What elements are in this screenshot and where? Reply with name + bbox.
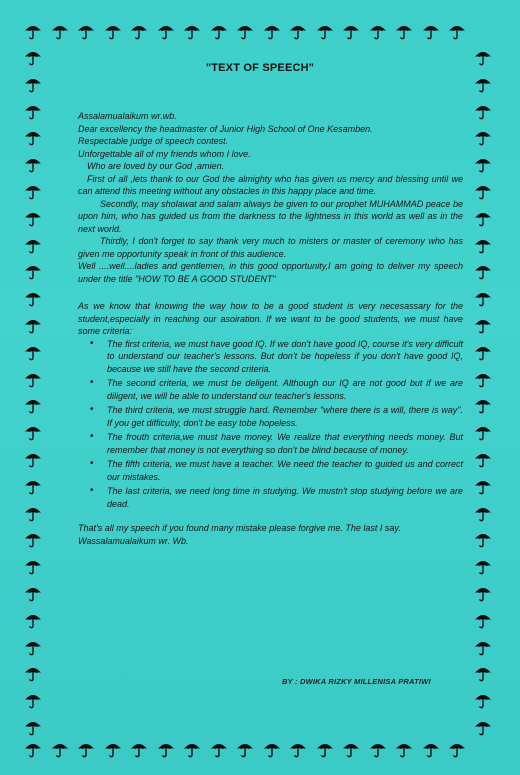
umbrella-icon (24, 584, 42, 602)
umbrella-icon (24, 396, 42, 414)
criteria-text: The first criteria, we must have good IQ. If we don't have good IQ, course it's very difficult to understand our teacher's lessons. But don't be hopeless if you don't have good IQ, because we still have the second criteria. (107, 338, 463, 374)
bullet-icon: • (90, 458, 94, 469)
list-item (90, 337, 463, 376)
umbrella-icon (24, 718, 42, 736)
umbrella-icon (474, 450, 492, 468)
umbrella-icon (474, 370, 492, 388)
author-signature: BY : DWIKA RIZKY MILLENISA PRATIWI (282, 677, 431, 686)
umbrella-icon (474, 262, 492, 280)
umbrella-icon (24, 530, 42, 548)
umbrella-icon (24, 450, 42, 468)
paragraph-third: Thirdly, I don't forget to say thank very much to misters or master of ceremony who has given me opportunity speak in front of this audience. (78, 236, 463, 259)
umbrella-icon (474, 102, 492, 120)
address-friends: Unforgettable all of my friends whom I love. (78, 148, 251, 159)
address-judge: Respectable judge of speech contest. (78, 136, 229, 146)
umbrella-border-left (22, 0, 44, 775)
umbrella-icon (51, 740, 69, 758)
umbrella-icon (157, 22, 175, 40)
umbrella-icon (210, 22, 228, 40)
umbrella-icon (183, 740, 201, 758)
criteria-text: The second criteria, we must be deligent. Although our IQ are not good but if we are diligent, we will be able to understand our teacher's lessons. (107, 378, 463, 401)
umbrella-border-right (472, 0, 494, 775)
umbrella-icon (474, 530, 492, 548)
umbrella-icon (24, 477, 42, 495)
umbrella-icon (24, 691, 42, 709)
umbrella-icon (342, 740, 360, 758)
umbrella-icon (24, 664, 42, 682)
speech-body (78, 110, 463, 547)
umbrella-icon (24, 262, 42, 280)
umbrella-icon (104, 22, 122, 40)
umbrella-icon (24, 128, 42, 146)
umbrella-icon (474, 289, 492, 307)
umbrella-icon (77, 740, 95, 758)
umbrella-icon (104, 740, 122, 758)
umbrella-icon (474, 236, 492, 254)
bullet-icon: • (90, 485, 94, 496)
umbrella-icon (24, 370, 42, 388)
bullet-icon: • (90, 337, 94, 349)
farewell-line: Wassalamualaikum wr. Wb. (78, 535, 189, 546)
umbrella-icon (24, 611, 42, 629)
umbrella-icon (24, 182, 42, 200)
paragraph-intro: As we know that knowing the way how to be a good student is very necesassary for the student,especially in reaching our asoiration. If we want to be good students, we must have some criteria: (78, 301, 463, 336)
criteria-text: The third criteria, we must struggle hard. Remember "where there is a will, there is way". If you get difficulty, don't be easy tobe hopeless. (107, 405, 463, 428)
umbrella-icon (474, 691, 492, 709)
criteria-text: The frouth criteria,we must have money. We realize that everything needs money. But remember that money is not everything so don't be blind because of money. (107, 432, 463, 455)
umbrella-icon (289, 740, 307, 758)
list-item (90, 404, 463, 429)
umbrella-icon (24, 289, 42, 307)
umbrella-icon (474, 611, 492, 629)
bullet-icon: • (90, 404, 94, 415)
umbrella-icon (263, 740, 281, 758)
umbrella-border-top (0, 20, 520, 42)
umbrella-icon (24, 209, 42, 227)
umbrella-icon (474, 75, 492, 93)
umbrella-icon (24, 504, 42, 522)
umbrella-icon (474, 638, 492, 656)
address-headmaster: Dear excellency the headmaster of Junior High School of One Kesamben. (78, 123, 373, 134)
umbrella-icon (474, 396, 492, 414)
list-item (90, 458, 463, 483)
umbrella-icon (395, 740, 413, 758)
umbrella-icon (474, 343, 492, 361)
umbrella-icon (474, 209, 492, 227)
umbrella-icon (474, 423, 492, 441)
umbrella-icon (77, 22, 95, 40)
greeting-line: Assalamualaikum wr.wb. (78, 111, 177, 121)
paragraph-first: First of all ,lets thank to our God the almighty who has given us mercy and blessing until we can attend this meeting without any obstacles in this happy place and time. (78, 173, 463, 196)
closing-line: That's all my speech if you found many mistake please forgive me. The last I say. (78, 523, 401, 533)
umbrella-icon (183, 22, 201, 40)
umbrella-icon (289, 22, 307, 40)
umbrella-icon (263, 22, 281, 40)
criteria-text: The last criteria, we need long time in studying. We mustn't stop studying before we are dead. (107, 486, 463, 509)
umbrella-icon (24, 236, 42, 254)
umbrella-icon (422, 740, 440, 758)
bullet-icon: • (90, 431, 94, 442)
umbrella-icon (369, 22, 387, 40)
umbrella-icon (130, 22, 148, 40)
bullet-icon: • (90, 377, 94, 388)
umbrella-icon (369, 740, 387, 758)
list-item (90, 485, 463, 510)
umbrella-icon (236, 740, 254, 758)
paragraph-well: Well ....well....ladies and gentlemen, in this good opportunity,I am going to deliver my speech under the title "HOW TO BE A GOOD STUDENT" (78, 261, 463, 284)
umbrella-icon (24, 102, 42, 120)
umbrella-icon (474, 182, 492, 200)
umbrella-icon (395, 22, 413, 40)
umbrella-icon (24, 557, 42, 575)
criteria-list (78, 338, 463, 511)
umbrella-icon (157, 740, 175, 758)
umbrella-icon (474, 316, 492, 334)
umbrella-border-bottom (0, 738, 520, 760)
criteria-text: The fifth criteria, we must have a teacher. We need the teacher to guided us and correct our mistakes. (107, 459, 463, 482)
umbrella-icon (130, 740, 148, 758)
paragraph-second: Secondly, may sholawat and salam always be given to our prophet MUHAMMAD peace be upon him, who has guided us from the darkness to the lightness in this world as well as in the next world. (78, 198, 463, 234)
umbrella-icon (24, 423, 42, 441)
umbrella-icon (448, 740, 466, 758)
list-item (90, 431, 463, 456)
umbrella-icon (422, 22, 440, 40)
umbrella-icon (474, 477, 492, 495)
umbrella-icon (51, 22, 69, 40)
umbrella-icon (24, 638, 42, 656)
umbrella-icon (474, 504, 492, 522)
umbrella-icon (342, 22, 360, 40)
umbrella-icon (316, 22, 334, 40)
umbrella-icon (24, 75, 42, 93)
umbrella-icon (24, 316, 42, 334)
umbrella-icon (474, 557, 492, 575)
umbrella-icon (236, 22, 254, 40)
umbrella-icon (210, 740, 228, 758)
umbrella-icon (474, 664, 492, 682)
umbrella-icon (474, 128, 492, 146)
umbrella-icon (448, 22, 466, 40)
umbrella-icon (474, 718, 492, 736)
page-title: "TEXT OF SPEECH" (205, 62, 315, 74)
umbrella-icon (474, 155, 492, 173)
loved-line: Who are loved by our God ,amien. (87, 161, 225, 171)
umbrella-icon (24, 155, 42, 173)
umbrella-icon (24, 343, 42, 361)
umbrella-icon (316, 740, 334, 758)
list-item (90, 377, 463, 402)
umbrella-icon (474, 584, 492, 602)
